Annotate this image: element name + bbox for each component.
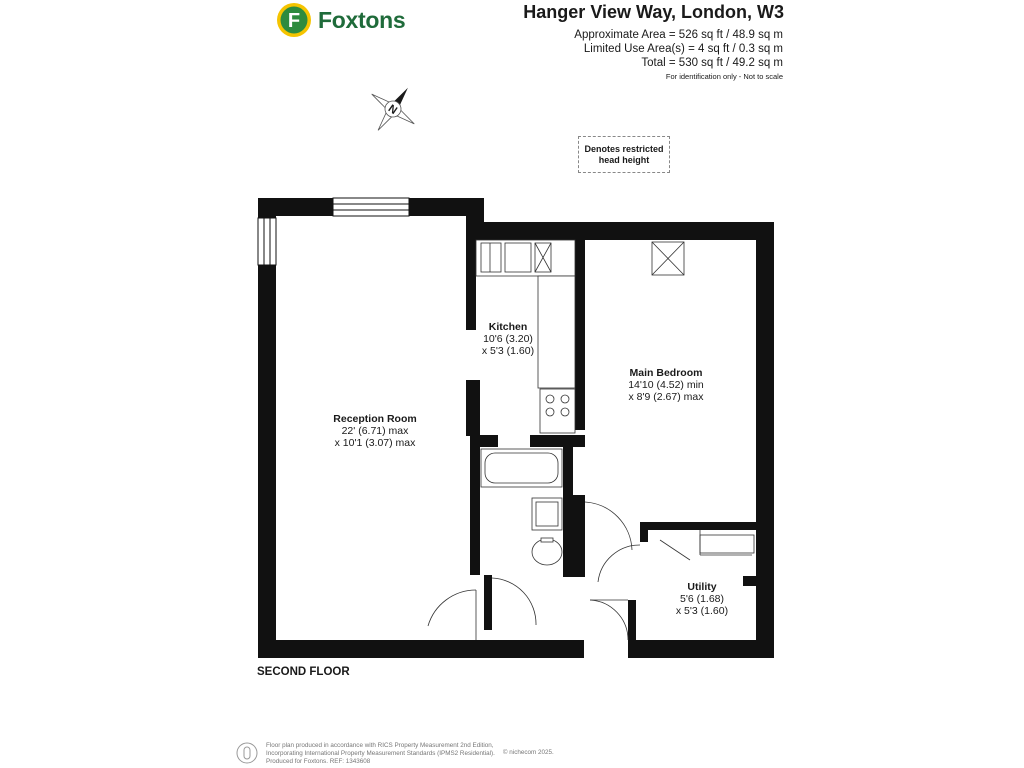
reception-room-label bbox=[305, 413, 445, 449]
kitchen-name: Kitchen bbox=[488, 321, 528, 333]
total-area: Total = 530 sq ft / 49.2 sq m bbox=[641, 57, 783, 69]
reception-room-dim1: 22' (6.71) max bbox=[341, 425, 409, 437]
kitchen-dim2: x 5'3 (1.60) bbox=[481, 345, 535, 357]
main-bedroom-label bbox=[606, 367, 726, 403]
legend-line-1: Denotes restricted bbox=[584, 143, 664, 154]
footer-line-3: Produced for Foxtons. REF: 1343608 bbox=[266, 758, 371, 765]
main-bedroom-dim2: x 8'9 (2.67) max bbox=[628, 391, 704, 403]
main-bedroom-name: Main Bedroom bbox=[629, 367, 703, 379]
utility-label bbox=[664, 581, 740, 617]
logo-letter: F bbox=[287, 10, 301, 32]
brand-name: Foxtons bbox=[318, 6, 406, 33]
reception-room-name: Reception Room bbox=[333, 413, 417, 425]
kitchen-dim1: 10'6 (3.20) bbox=[483, 333, 533, 345]
utility-dim1: 5'6 (1.68) bbox=[679, 593, 725, 605]
footer-copyright: © nichecom 2025. bbox=[502, 749, 554, 756]
footer-line-1: Floor plan produced in accordance with RICS Property Measurement 2nd Edition, bbox=[266, 742, 494, 749]
bathroom-fixtures bbox=[481, 449, 562, 565]
floor-label: SECOND FLOOR bbox=[257, 666, 350, 678]
legend-line-2: head height bbox=[598, 154, 650, 165]
footer-disclaimer bbox=[266, 742, 495, 766]
measure-badge-icon bbox=[236, 742, 258, 764]
property-title: Hanger View Way, London, W3 bbox=[523, 2, 784, 22]
limited-use-area: Limited Use Area(s) = 4 sq ft / 0.3 sq m bbox=[583, 43, 783, 55]
utility-name: Utility bbox=[687, 581, 717, 593]
footer bbox=[236, 742, 554, 766]
main-bedroom-dim1: 14'10 (4.52) min bbox=[628, 379, 704, 391]
restricted-areas bbox=[652, 242, 684, 275]
footer-line-2: Incorporating International Property Measurement Standards (IPMS2 Residential). bbox=[266, 750, 495, 757]
approx-area: Approximate Area = 526 sq ft / 48.9 sq m bbox=[574, 29, 783, 41]
compass-north-letter: N bbox=[385, 102, 400, 118]
utility-dim2: x 5'3 (1.60) bbox=[675, 605, 729, 617]
kitchen-label bbox=[470, 321, 546, 357]
scale-note: For identification only - Not to scale bbox=[665, 72, 783, 81]
reception-room-dim2: x 10'1 (3.07) max bbox=[334, 437, 416, 449]
